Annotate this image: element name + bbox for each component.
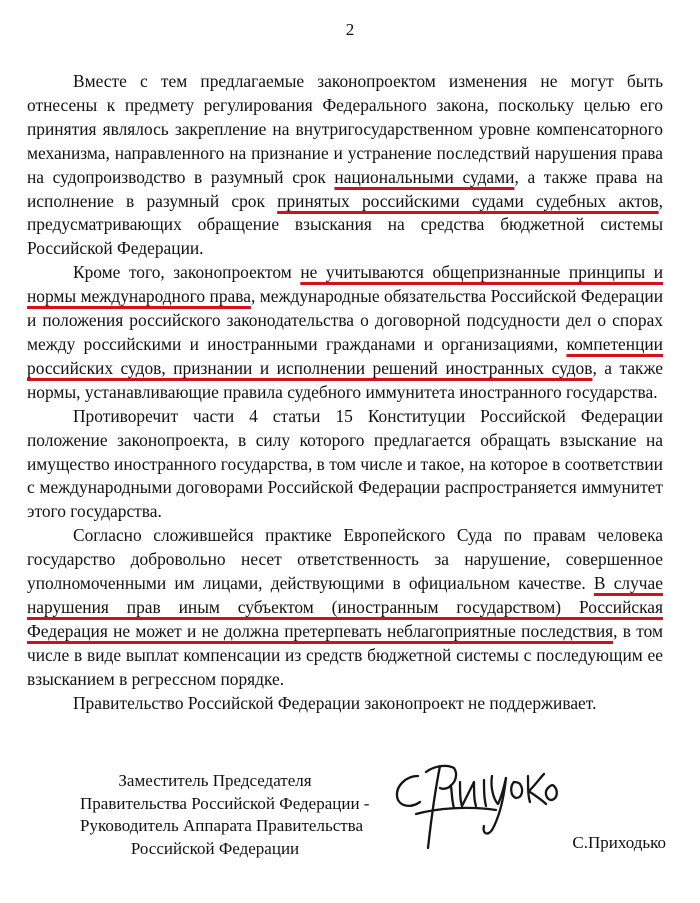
position-line: Российской Федерации <box>130 838 300 858</box>
signer-name: С.Приходько <box>572 833 666 852</box>
paragraph <box>27 692 663 716</box>
highlighted-text: национальными судами <box>334 166 515 187</box>
paragraph <box>27 524 663 691</box>
text-segment: , в том числе в виде выплат компенсации из средств бюджетной системы с последующим ее взысканием в регрессном порядке. <box>27 620 663 689</box>
highlighted-text: В случае нарушения прав иным субъектом (иностранным государством) Российская Федерация не может и не должна претерпевать неблагоприятные последствия <box>27 573 663 641</box>
paragraph <box>27 405 663 525</box>
paragraph <box>27 70 663 261</box>
text-segment: Противоречит части 4 статьи 15 Конституции Российской Федерации положение законопроекта, в силу которого предлагается обращать взыскание на имущество иностранного государства, в том числе и такое, на которое в соответствии с международными договорами Российской Федерации распространяется иммунитет этого государства. <box>27 405 663 522</box>
page-number: 2 <box>345 20 355 39</box>
handwritten-signature <box>388 752 563 862</box>
text-segment: Правительство Российской Федерации законопроект не поддерживает. <box>73 692 597 713</box>
signatory-position <box>80 770 370 860</box>
position-line: Правительства Российской Федерации - <box>80 793 370 813</box>
text-segment: , международные обязательства Российской Федерации и положения российского законодательства о договорной подсудности дел о спорах между российскими и иностранными гражданами и организациями, <box>27 286 663 354</box>
text-segment: , а также права на исполнение в разумный срок <box>27 166 663 211</box>
text-segment: Кроме того, законопроектом <box>73 262 301 283</box>
text-segment: , а также нормы, устанавливающие правила судебного иммунитета иностранного государства. <box>27 357 663 402</box>
highlighted-text: не учитываются общепризнанные принципы и нормы международного права <box>27 262 663 307</box>
position-line: Руководитель Аппарата Правительства <box>80 816 364 835</box>
paragraph <box>27 261 663 404</box>
letter-body <box>27 70 663 715</box>
text-segment: Вместе с тем предлагаемые законопроектом изменения не могут быть отнесены к предмету регулирования Федерального закона, поскольку целью его принятия являлось закрепление на внутригосударственном уровне компенсаторного механизма, направленного на признание и устранение последствий нарушения права на судопроизводство в разумный срок <box>27 71 663 187</box>
highlighted-text: компетенции российских судов, признании и исполнении решений иностранных судов <box>27 333 663 378</box>
position-line: Заместитель Председателя <box>118 771 312 790</box>
highlighted-text: принятых российскими судами судебных актов <box>277 190 659 211</box>
text-segment: , предусматривающих обращение взыскания на средства бюджетной системы Российской Федерации. <box>27 190 663 259</box>
text-segment: Согласно сложившейся практике Европейского Суда по правам человека государство добровольно несет ответственность за нарушение, совершенное уполномоченными им лицами, действующими в официальном качестве. <box>27 525 663 594</box>
